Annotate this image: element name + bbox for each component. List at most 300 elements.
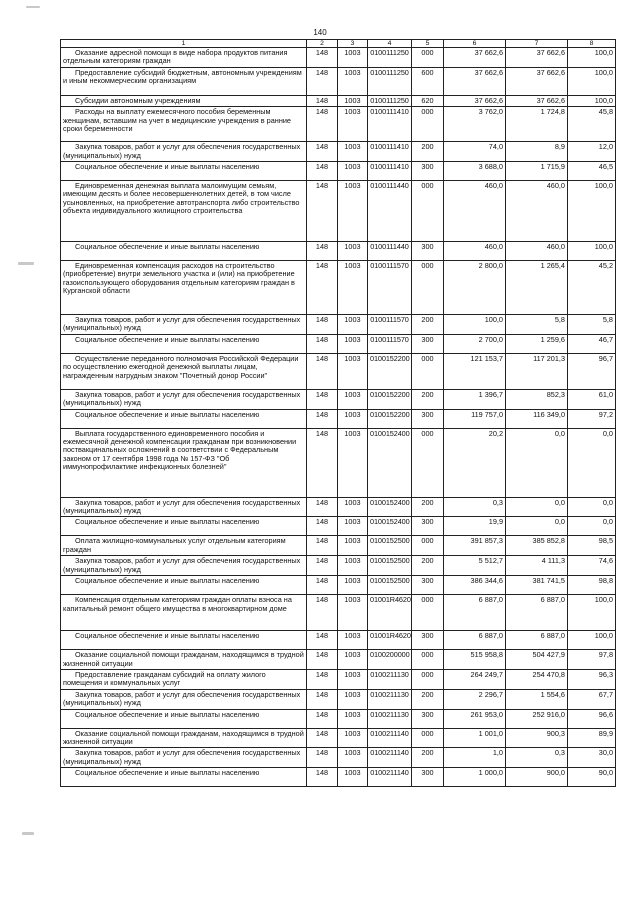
target-article-code: 0100111410 [368, 142, 412, 162]
execution-percent: 97,2 [568, 409, 616, 428]
table-row [61, 162, 616, 181]
section-code: 1003 [338, 709, 368, 728]
target-article-code: 0100211130 [368, 709, 412, 728]
expense-type-code: 300 [412, 334, 444, 353]
expense-type-code: 300 [412, 576, 444, 595]
execution-percent: 46,7 [568, 334, 616, 353]
table-row [61, 409, 616, 428]
row-name [61, 631, 307, 650]
expense-type-code: 200 [412, 389, 444, 409]
row-name-text: Выплата государственного единовременного пособия и ежемесячной денежной компенсации гражданам при возникновении поствакцинальных осложнений в соответствии с Федеральным законом от 17 сентября 1998 года № 157-ФЗ "Об иммунопрофилактике инфекционных болезней" [63, 428, 297, 472]
row-name [61, 107, 307, 142]
target-article-code: 0100111570 [368, 334, 412, 353]
column-header: 7 [506, 40, 568, 48]
scan-speck [18, 262, 34, 265]
section-code: 1003 [338, 95, 368, 106]
row-name [61, 689, 307, 709]
row-name-text: Предоставление субсидий бюджетным, автономным учреждениям и иным некоммерческим организациям [63, 67, 302, 86]
execution-percent: 96,6 [568, 709, 616, 728]
actual-amount: 0,0 [506, 428, 568, 497]
actual-amount: 252 916,0 [506, 709, 568, 728]
expense-type-code: 300 [412, 709, 444, 728]
row-name [61, 389, 307, 409]
execution-percent: 100,0 [568, 631, 616, 650]
actual-amount: 1 724,8 [506, 107, 568, 142]
row-name [61, 669, 307, 689]
expense-type-code: 600 [412, 67, 444, 95]
grbs-code: 148 [307, 389, 338, 409]
planned-amount: 37 662,6 [444, 95, 506, 106]
row-name-text: Закупка товаров, работ и услуг для обеспечения государственных (муниципальных) нужд [63, 556, 301, 574]
planned-amount: 264 249,7 [444, 669, 506, 689]
expense-type-code: 620 [412, 95, 444, 106]
row-name [61, 497, 307, 517]
grbs-code: 148 [307, 517, 338, 536]
table-row [61, 669, 616, 689]
row-name-text: Субсидии автономным учреждениям [75, 95, 201, 105]
expense-type-code: 200 [412, 142, 444, 162]
expense-type-code: 300 [412, 517, 444, 536]
grbs-code: 148 [307, 709, 338, 728]
section-code: 1003 [338, 748, 368, 768]
execution-percent: 100,0 [568, 595, 616, 631]
grbs-code: 148 [307, 95, 338, 106]
row-name [61, 709, 307, 728]
target-article-code: 01001R4620 [368, 595, 412, 631]
section-code: 1003 [338, 48, 368, 68]
target-article-code: 0100111250 [368, 95, 412, 106]
row-name [61, 48, 307, 68]
planned-amount: 2 700,0 [444, 334, 506, 353]
table-row [61, 748, 616, 768]
expense-type-code: 200 [412, 315, 444, 335]
scan-speck [22, 832, 34, 835]
actual-amount: 254 470,8 [506, 669, 568, 689]
target-article-code: 0100111570 [368, 261, 412, 315]
row-name [61, 650, 307, 670]
grbs-code: 148 [307, 728, 338, 748]
target-article-code: 0100111570 [368, 315, 412, 335]
target-article-code: 0100111410 [368, 107, 412, 142]
grbs-code: 148 [307, 142, 338, 162]
actual-amount: 852,3 [506, 389, 568, 409]
actual-amount: 0,3 [506, 748, 568, 768]
expense-type-code: 200 [412, 497, 444, 517]
row-name-text: Предоставление гражданам субсидий на оплату жилого помещения и коммунальных услуг [63, 669, 266, 688]
row-name [61, 517, 307, 536]
section-code: 1003 [338, 650, 368, 670]
expense-type-code: 000 [412, 669, 444, 689]
expense-type-code: 200 [412, 748, 444, 768]
actual-amount: 37 662,6 [506, 67, 568, 95]
row-name-text: Социальное обеспечение и иные выплаты населению [75, 517, 260, 527]
execution-percent: 5,8 [568, 315, 616, 335]
actual-amount: 900,3 [506, 728, 568, 748]
section-code: 1003 [338, 497, 368, 517]
execution-percent: 0,0 [568, 517, 616, 536]
expense-type-code: 000 [412, 428, 444, 497]
table-row [61, 536, 616, 556]
actual-amount: 381 741,5 [506, 576, 568, 595]
planned-amount: 0,3 [444, 497, 506, 517]
grbs-code: 148 [307, 428, 338, 497]
planned-amount: 3 688,0 [444, 162, 506, 181]
row-name [61, 162, 307, 181]
section-code: 1003 [338, 315, 368, 335]
planned-amount: 460,0 [444, 242, 506, 261]
expense-type-code: 000 [412, 261, 444, 315]
execution-percent: 96,7 [568, 353, 616, 389]
row-name-text: Оплата жилищно-коммунальных услуг отдельным категориям граждан [63, 536, 286, 554]
target-article-code: 0100111250 [368, 67, 412, 95]
section-code: 1003 [338, 107, 368, 142]
planned-amount: 2 296,7 [444, 689, 506, 709]
grbs-code: 148 [307, 595, 338, 631]
table-row [61, 242, 616, 261]
target-article-code: 0100152200 [368, 389, 412, 409]
section-code: 1003 [338, 536, 368, 556]
expense-type-code: 200 [412, 556, 444, 576]
section-code: 1003 [338, 261, 368, 315]
row-name-text: Оказание социальной помощи гражданам, находящимся в трудной жизненной ситуации [63, 650, 304, 668]
grbs-code: 148 [307, 768, 338, 787]
grbs-code: 148 [307, 67, 338, 95]
section-code: 1003 [338, 409, 368, 428]
target-article-code: 0100111250 [368, 48, 412, 68]
expense-type-code: 300 [412, 242, 444, 261]
section-code: 1003 [338, 389, 368, 409]
planned-amount: 391 857,3 [444, 536, 506, 556]
planned-amount: 37 662,6 [444, 67, 506, 95]
target-article-code: 0100152200 [368, 353, 412, 389]
actual-amount: 5,8 [506, 315, 568, 335]
planned-amount: 515 958,8 [444, 650, 506, 670]
row-name-text: Закупка товаров, работ и услуг для обеспечения государственных (муниципальных) нужд [63, 497, 301, 516]
row-name-text: Закупка товаров, работ и услуг для обеспечения государственных (муниципальных) нужд [63, 142, 301, 160]
target-article-code: 0100211140 [368, 748, 412, 768]
table-row [61, 181, 616, 242]
expense-type-code: 300 [412, 768, 444, 787]
actual-amount: 0,0 [506, 517, 568, 536]
execution-percent: 12,0 [568, 142, 616, 162]
planned-amount: 1,0 [444, 748, 506, 768]
column-header: 2 [307, 40, 338, 48]
execution-percent: 61,0 [568, 389, 616, 409]
row-name [61, 748, 307, 768]
table-row [61, 353, 616, 389]
page-number: 140 [313, 28, 327, 37]
column-number-row [61, 40, 616, 48]
grbs-code: 148 [307, 631, 338, 650]
expense-type-code: 000 [412, 728, 444, 748]
grbs-code: 148 [307, 689, 338, 709]
row-name-text: Социальное обеспечение и иные выплаты населению [75, 242, 260, 252]
row-name-text: Социальное обеспечение и иные выплаты населению [75, 409, 260, 419]
table-row [61, 768, 616, 787]
grbs-code: 148 [307, 576, 338, 595]
column-header: 5 [412, 40, 444, 48]
row-name [61, 353, 307, 389]
planned-amount: 3 762,0 [444, 107, 506, 142]
section-code: 1003 [338, 689, 368, 709]
section-code: 1003 [338, 67, 368, 95]
grbs-code: 148 [307, 334, 338, 353]
planned-amount: 460,0 [444, 181, 506, 242]
column-header: 6 [444, 40, 506, 48]
target-article-code: 0100152200 [368, 409, 412, 428]
section-code: 1003 [338, 576, 368, 595]
table-row [61, 709, 616, 728]
target-article-code: 0100211130 [368, 669, 412, 689]
grbs-code: 148 [307, 181, 338, 242]
row-name-text: Единовременная компенсация расходов на строительство (приобретение) внутри земельного участка и (или) на приобретение газоиспользующего оборудования отдельным категориям граждан в Курганской области [63, 261, 295, 296]
table-row [61, 107, 616, 142]
execution-percent: 67,7 [568, 689, 616, 709]
planned-amount: 119 757,0 [444, 409, 506, 428]
table-row [61, 689, 616, 709]
table-row [61, 497, 616, 517]
execution-percent: 89,9 [568, 728, 616, 748]
row-name [61, 409, 307, 428]
planned-amount: 386 344,6 [444, 576, 506, 595]
row-name [61, 334, 307, 353]
execution-percent: 90,0 [568, 768, 616, 787]
row-name-text: Социальное обеспечение и иные выплаты населению [75, 576, 260, 586]
row-name [61, 728, 307, 748]
actual-amount: 504 427,9 [506, 650, 568, 670]
table-row [61, 48, 616, 68]
grbs-code: 148 [307, 536, 338, 556]
row-name-text: Закупка товаров, работ и услуг для обеспечения государственных (муниципальных) нужд [63, 315, 301, 333]
row-name-text: Социальное обеспечение и иные выплаты населению [75, 709, 260, 719]
grbs-code: 148 [307, 48, 338, 68]
target-article-code: 0100152400 [368, 497, 412, 517]
table-row [61, 517, 616, 536]
planned-amount: 121 153,7 [444, 353, 506, 389]
row-name [61, 261, 307, 315]
table-row [61, 315, 616, 335]
grbs-code: 148 [307, 261, 338, 315]
execution-percent: 45,8 [568, 107, 616, 142]
actual-amount: 4 111,3 [506, 556, 568, 576]
actual-amount: 385 852,8 [506, 536, 568, 556]
row-name [61, 67, 307, 95]
expense-type-code: 300 [412, 631, 444, 650]
grbs-code: 148 [307, 107, 338, 142]
row-name-text: Социальное обеспечение и иные выплаты населению [75, 631, 260, 641]
column-header: 4 [368, 40, 412, 48]
planned-amount: 1 001,0 [444, 728, 506, 748]
section-code: 1003 [338, 428, 368, 497]
row-name-text: Социальное обеспечение и иные выплаты населению [75, 162, 260, 172]
target-article-code: 0100152500 [368, 556, 412, 576]
planned-amount: 100,0 [444, 315, 506, 335]
row-name [61, 768, 307, 787]
execution-percent: 100,0 [568, 48, 616, 68]
expense-type-code: 000 [412, 107, 444, 142]
section-code: 1003 [338, 631, 368, 650]
target-article-code: 0100152500 [368, 576, 412, 595]
row-name-text: Расходы на выплату ежемесячного пособия беременным женщинам, вставшим на учет в медицинские учреждения в ранние сроки беременности [63, 107, 291, 134]
grbs-code: 148 [307, 315, 338, 335]
actual-amount: 117 201,3 [506, 353, 568, 389]
row-name-text: Закупка товаров, работ и услуг для обеспечения государственных (муниципальных) нужд [63, 389, 301, 408]
table-row [61, 261, 616, 315]
row-name-text: Осуществление переданного полномочия Российской Федерации по осуществлению ежегодной денежной выплаты лицам, награжденным нагрудным знаком "Почетный донор России" [63, 353, 299, 380]
section-code: 1003 [338, 353, 368, 389]
row-name-text: Социальное обеспечение и иные выплаты населению [75, 334, 260, 344]
expense-type-code: 200 [412, 689, 444, 709]
row-name [61, 142, 307, 162]
row-name-text: Компенсация отдельным категориям граждан оплаты взноса на капитальный ремонт общего имущества в многоквартирном доме [63, 595, 292, 613]
target-article-code: 0100211140 [368, 768, 412, 787]
section-code: 1003 [338, 768, 368, 787]
row-name [61, 315, 307, 335]
table-row [61, 142, 616, 162]
section-code: 1003 [338, 595, 368, 631]
target-article-code: 0100152400 [368, 517, 412, 536]
planned-amount: 74,0 [444, 142, 506, 162]
actual-amount: 1 715,9 [506, 162, 568, 181]
table-row [61, 334, 616, 353]
execution-percent: 30,0 [568, 748, 616, 768]
execution-percent: 46,5 [568, 162, 616, 181]
execution-percent: 98,5 [568, 536, 616, 556]
row-name [61, 95, 307, 106]
execution-percent: 0,0 [568, 428, 616, 497]
actual-amount: 1 259,6 [506, 334, 568, 353]
actual-amount: 6 887,0 [506, 595, 568, 631]
actual-amount: 116 349,0 [506, 409, 568, 428]
planned-amount: 1 000,0 [444, 768, 506, 787]
execution-percent: 96,3 [568, 669, 616, 689]
expense-type-code: 300 [412, 409, 444, 428]
planned-amount: 6 887,0 [444, 631, 506, 650]
table-row [61, 595, 616, 631]
execution-percent: 74,6 [568, 556, 616, 576]
planned-amount: 261 953,0 [444, 709, 506, 728]
column-header: 1 [61, 40, 307, 48]
row-name-text: Единовременная денежная выплата малоимущим семьям, имеющим десять и более несовершеннолетних детей, в том числе усыновленных, на приобретение автотранспорта либо строительство объекта индивидуального жилищного строительства [63, 181, 300, 216]
table-row [61, 95, 616, 106]
execution-percent: 100,0 [568, 242, 616, 261]
planned-amount: 6 887,0 [444, 595, 506, 631]
row-name-text: Закупка товаров, работ и услуг для обеспечения государственных (муниципальных) нужд [63, 748, 301, 766]
table-row [61, 728, 616, 748]
expense-type-code: 000 [412, 650, 444, 670]
planned-amount: 19,9 [444, 517, 506, 536]
actual-amount: 460,0 [506, 181, 568, 242]
scan-speck [26, 6, 40, 8]
target-article-code: 0100111440 [368, 242, 412, 261]
execution-percent: 98,8 [568, 576, 616, 595]
actual-amount: 37 662,6 [506, 48, 568, 68]
table-row [61, 428, 616, 497]
target-article-code: 0100211130 [368, 689, 412, 709]
expense-type-code: 000 [412, 48, 444, 68]
target-article-code: 0100200000 [368, 650, 412, 670]
expense-type-code: 000 [412, 595, 444, 631]
execution-percent: 45,2 [568, 261, 616, 315]
table-row [61, 67, 616, 95]
grbs-code: 148 [307, 353, 338, 389]
expense-type-code: 300 [412, 162, 444, 181]
expense-type-code: 000 [412, 181, 444, 242]
section-code: 1003 [338, 517, 368, 536]
grbs-code: 148 [307, 242, 338, 261]
actual-amount: 1 265,4 [506, 261, 568, 315]
grbs-code: 148 [307, 162, 338, 181]
planned-amount: 5 512,7 [444, 556, 506, 576]
row-name-text: Закупка товаров, работ и услуг для обеспечения государственных (муниципальных) нужд [63, 689, 301, 708]
target-article-code: 0100211140 [368, 728, 412, 748]
table-row [61, 631, 616, 650]
planned-amount: 2 800,0 [444, 261, 506, 315]
target-article-code: 0100111410 [368, 162, 412, 181]
planned-amount: 1 396,7 [444, 389, 506, 409]
execution-percent: 97,8 [568, 650, 616, 670]
table-row [61, 650, 616, 670]
grbs-code: 148 [307, 669, 338, 689]
target-article-code: 0100152400 [368, 428, 412, 497]
actual-amount: 8,9 [506, 142, 568, 162]
table-row [61, 576, 616, 595]
actual-amount: 900,0 [506, 768, 568, 787]
row-name [61, 242, 307, 261]
expense-type-code: 000 [412, 353, 444, 389]
section-code: 1003 [338, 669, 368, 689]
row-name [61, 595, 307, 631]
actual-amount: 37 662,6 [506, 95, 568, 106]
target-article-code: 01001R4620 [368, 631, 412, 650]
row-name [61, 556, 307, 576]
column-header: 8 [568, 40, 616, 48]
grbs-code: 148 [307, 497, 338, 517]
grbs-code: 148 [307, 650, 338, 670]
row-name-text: Оказание социальной помощи гражданам, находящимся в трудной жизненной ситуации [63, 728, 304, 746]
execution-percent: 100,0 [568, 67, 616, 95]
budget-execution-table [60, 39, 616, 787]
section-code: 1003 [338, 181, 368, 242]
column-header: 3 [338, 40, 368, 48]
actual-amount: 460,0 [506, 242, 568, 261]
target-article-code: 0100111440 [368, 181, 412, 242]
section-code: 1003 [338, 728, 368, 748]
grbs-code: 148 [307, 748, 338, 768]
execution-percent: 0,0 [568, 497, 616, 517]
row-name [61, 181, 307, 242]
planned-amount: 20,2 [444, 428, 506, 497]
section-code: 1003 [338, 556, 368, 576]
section-code: 1003 [338, 242, 368, 261]
grbs-code: 148 [307, 409, 338, 428]
grbs-code: 148 [307, 556, 338, 576]
target-article-code: 0100152500 [368, 536, 412, 556]
section-code: 1003 [338, 334, 368, 353]
actual-amount: 1 554,6 [506, 689, 568, 709]
planned-amount: 37 662,6 [444, 48, 506, 68]
section-code: 1003 [338, 142, 368, 162]
row-name [61, 576, 307, 595]
row-name-text: Оказание адресной помощи в виде набора продуктов питания отдельным категориям граждан [63, 48, 288, 66]
expense-type-code: 000 [412, 536, 444, 556]
execution-percent: 100,0 [568, 95, 616, 106]
table-row [61, 389, 616, 409]
table-row [61, 556, 616, 576]
actual-amount: 6 887,0 [506, 631, 568, 650]
row-name [61, 536, 307, 556]
row-name-text: Социальное обеспечение и иные выплаты населению [75, 768, 260, 778]
